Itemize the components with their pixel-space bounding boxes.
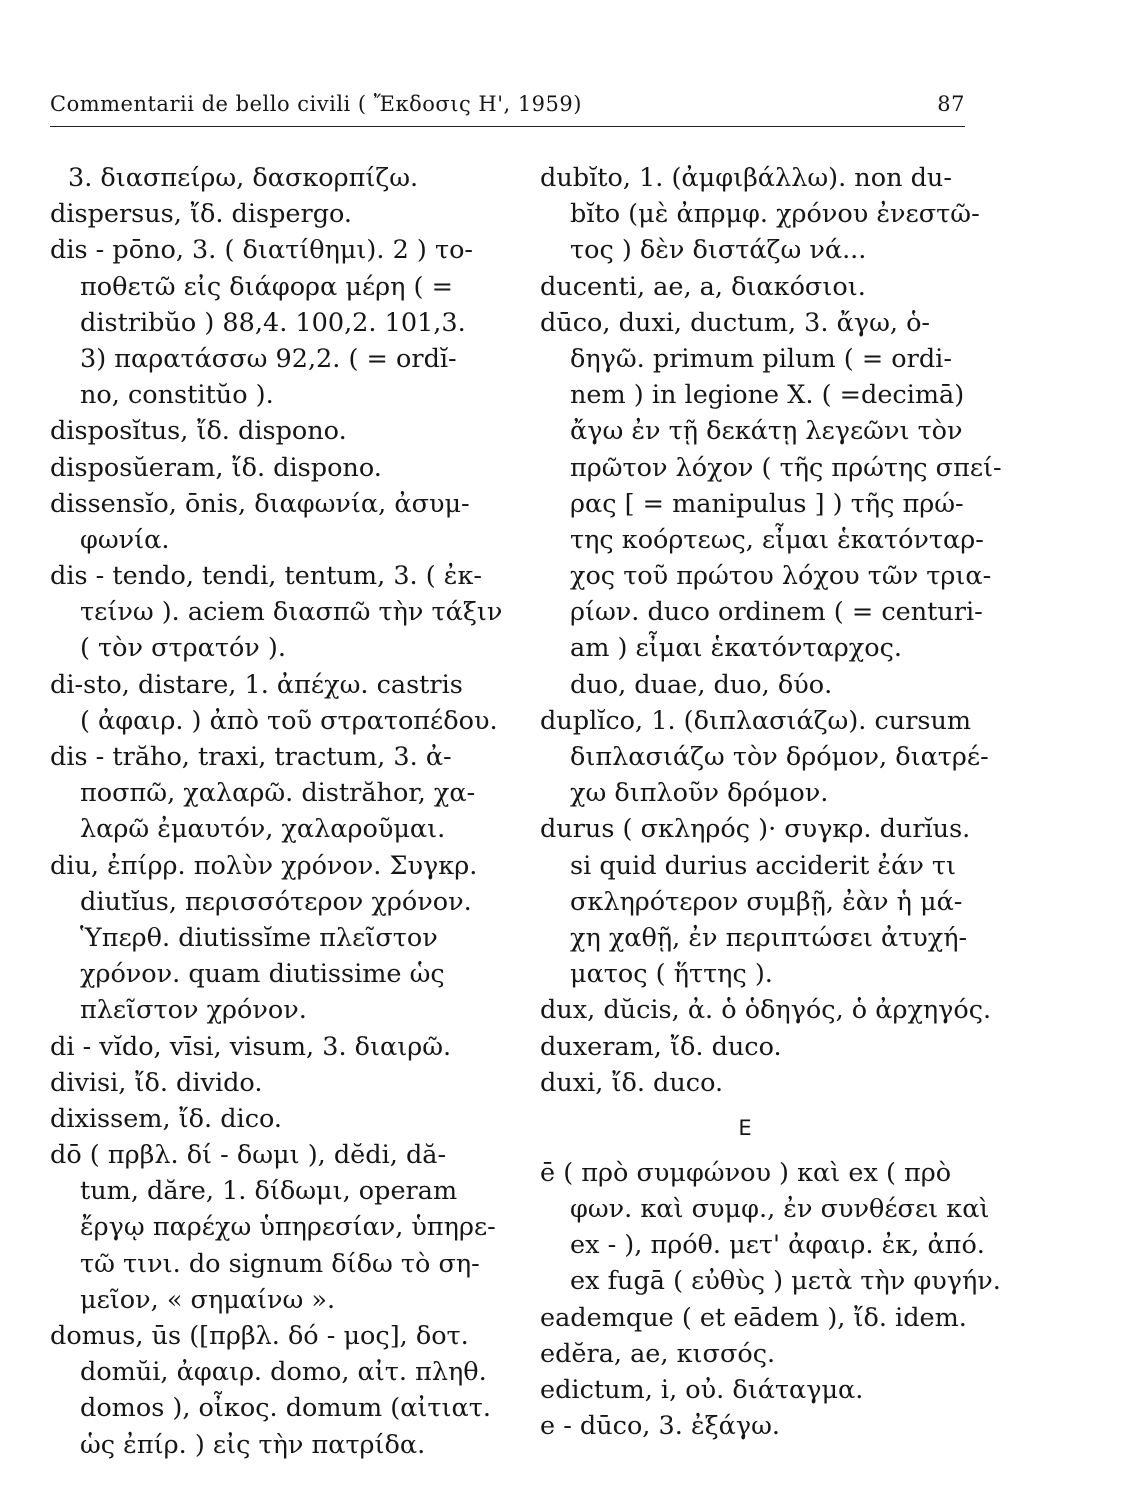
entry-continuation-line: ἄγω ἐν τῇ δεκάτῃ λεγεῶνι τὸν [570, 416, 963, 447]
entry-continuation-line: ex - ), πρόθ. μετ' ἀφαιρ. ἐκ, ἀπό. [570, 1230, 985, 1261]
entry-line: eademque ( et eādem ), ἴδ. idem. [540, 1302, 967, 1333]
entry-line: divisi, ἴδ. divido. [50, 1067, 263, 1098]
entry-continuation-line: bĭto (μὲ ἀπρμφ. χρόνου ἐνεστῶ- [570, 199, 980, 230]
entry-continuation-line: ex fugā ( εὐθὺς ) μετὰ τὴν φυγήν. [570, 1266, 1001, 1297]
entry-continuation-line: am ) εἶμαι ἑκατόνταρχος. [570, 633, 902, 664]
entry-line: disposŭeram, ἴδ. dispono. [50, 452, 382, 483]
entry-line: duxi, ἴδ. duco. [540, 1067, 724, 1098]
right-column [540, 160, 1002, 1444]
entry-line: dūco, duxi, ductum, 3. ἄγω, ὁ- [540, 307, 931, 338]
entry-continuation-line: ποσπῶ, χαλαρῶ. distrăhor, χα- [80, 778, 476, 809]
entry-continuation-line: diutĭus, περισσότερον χρόνον. [80, 886, 472, 917]
entry-continuation-line: φων. καὶ συμφ., ἐν συνθέσει καὶ [570, 1194, 990, 1225]
entry-continuation-line: φωνία. [80, 524, 170, 555]
entry-continuation-line: ὡς ἐπίρ. ) εἰς τὴν πατρίδα. [80, 1429, 426, 1460]
left-column [50, 160, 510, 1463]
entry-line: dis - trăho, traxi, tractum, 3. ἀ- [50, 742, 452, 772]
entry-continuation-line: ποθετῶ εἰς διάφορα μέρη ( = [80, 271, 453, 302]
entry-continuation-line: χος τοῦ πρώτου λόχου τῶν τρια- [570, 561, 992, 592]
entry-line: 3. διασπείρω, δασκορπίζω. [68, 163, 419, 193]
entry-continuation-line: ( τὸν στρατόν ). [80, 633, 286, 664]
entry-continuation-line: distribŭo ) 88,4. 100,2. 101,3. [80, 307, 466, 338]
entry-line: durus ( σκληρός )· συγκρ. durĭus. [540, 814, 971, 845]
entry-continuation-line: πρῶτον λόχον ( τῆς πρώτης σπεί- [570, 452, 1002, 483]
entry-continuation-line: μεῖον, « σημαίνω ». [80, 1284, 336, 1315]
entry-continuation-line: χη χαθῇ, ἐν περιπτώσει ἀτυχή- [570, 922, 968, 953]
entry-continuation-line: nem ) in legione X. ( =decimā) [570, 380, 965, 411]
entry-line: dō ( πρβλ. δί - δωμι ), dĕdi, dă- [50, 1140, 447, 1171]
section-letter-heading: E [738, 1115, 752, 1140]
entry-line: dis - tendo, tendi, tentum, 3. ( ἐκ- [50, 561, 483, 592]
entry-continuation-line: ἔργῳ παρέχω ὑπηρεσίαν, ὑπηρε- [80, 1212, 496, 1243]
entry-continuation-line: της κοόρτεως, εἶμαι ἑκατόνταρ- [570, 524, 984, 555]
entry-line: dux, dŭcis, ἀ. ὁ ὁδηγός, ὁ ἀρχηγός. [540, 995, 992, 1026]
entry-line: e - dūco, 3. ἐξάγω. [540, 1411, 781, 1442]
entry-continuation-line: χρόνον. quam diutissime ὡς [80, 959, 445, 990]
entry-continuation-line: ρας [ = manipulus ] ) τῆς πρώ- [570, 488, 964, 519]
entry-line: dis - pōno, 3. ( διατίθημι). 2 ) το- [50, 235, 474, 266]
entry-line: edĕra, ae, κισσός. [540, 1338, 776, 1369]
entry-continuation-line: σκληρότερον συμβῇ, ἐὰν ἡ μά- [570, 886, 963, 917]
entry-line: duxeram, ἴδ. duco. [540, 1031, 782, 1062]
entry-line: edictum, i, οὐ. διάταγμα. [540, 1375, 864, 1405]
entry-continuation-line: ρίων. duco ordinem ( = centuri- [570, 597, 983, 628]
entry-continuation-line: πλεῖστον χρόνον. [80, 995, 307, 1026]
entry-line: dubĭto, 1. (ἀμφιβάλλω). non du- [540, 163, 952, 193]
entry-continuation-line: si quid durius acciderit ἐάν τι [570, 850, 957, 881]
header-title: Commentarii de bello civili ( Ἔκδοσις Η', 1959) [50, 92, 582, 116]
entry-continuation-line: 3) παρατάσσω 92,2. ( = ordĭ- [80, 343, 457, 374]
entry-line: ē ( πρὸ συμφώνου ) καὶ ex ( πρὸ [540, 1157, 952, 1188]
entry-continuation-line: διπλασιάζω τὸν δρόμον, διατρέ- [570, 742, 989, 772]
entry-line: dixissem, ἴδ. dico. [50, 1103, 283, 1134]
entry-line: ducenti, ae, a, διακόσιοι. [540, 271, 866, 302]
entry-continuation-line: τος ) δὲν διστάζω νά... [570, 235, 867, 266]
entry-continuation-line: λαρῶ ἐμαυτόν, χαλαροῦμαι. [80, 814, 446, 845]
entry-line: di-sto, distare, 1. ἀπέχω. castris [50, 669, 463, 700]
entry-line: domus, ūs ([πρβλ. δό - μος], δοτ. [50, 1321, 469, 1351]
entry-line: disposĭtus, ἴδ. dispono. [50, 416, 347, 447]
entry-line: duplĭco, 1. (διπλασιάζω). cursum [540, 705, 972, 736]
entry-continuation-line: domŭi, ἀφαιρ. domo, αἰτ. πληθ. [80, 1357, 487, 1388]
entry-line: dissensĭo, ōnis, διαφωνία, ἀσυμ- [50, 488, 470, 519]
entry-line: di - vĭdo, vīsi, visum, 3. διαιρῶ. [50, 1031, 452, 1062]
page-number: 87 [937, 92, 965, 116]
entry-continuation-line: τῶ τινι. do signum δίδω τὸ ση- [80, 1248, 480, 1279]
entry-continuation-line: tum, dăre, 1. δίδωμι, operam [80, 1176, 458, 1207]
entry-continuation-line: Ὑπερθ. diutissĭme πλεῖστον [80, 922, 438, 953]
entry-continuation-line: τείνω ). aciem διασπῶ τὴν τάξιν [80, 597, 503, 628]
entry-line: dispersus, ἴδ. dispergo. [50, 199, 353, 230]
entry-continuation-line: domos ), οἶκος. domum (αἰτιατ. [80, 1393, 491, 1424]
entry-continuation-line: duo, duae, duo, δύο. [570, 669, 833, 700]
header-rule [50, 126, 965, 127]
entry-continuation-line: χω διπλοῦν δρόμον. [570, 778, 829, 809]
entry-continuation-line: ματος ( ἥττης ). [570, 959, 773, 990]
entry-line: diu, ἐπίρρ. πολὺν χρόνον. Συγκρ. [50, 850, 478, 881]
entry-continuation-line: ( ἀφαιρ. ) ἀπὸ τοῦ στρατοπέδου. [80, 705, 498, 736]
running-header [50, 92, 965, 126]
entry-continuation-line: δηγῶ. primum pilum ( = ordi- [570, 343, 952, 374]
entry-continuation-line: no, constitŭo ). [80, 380, 274, 411]
